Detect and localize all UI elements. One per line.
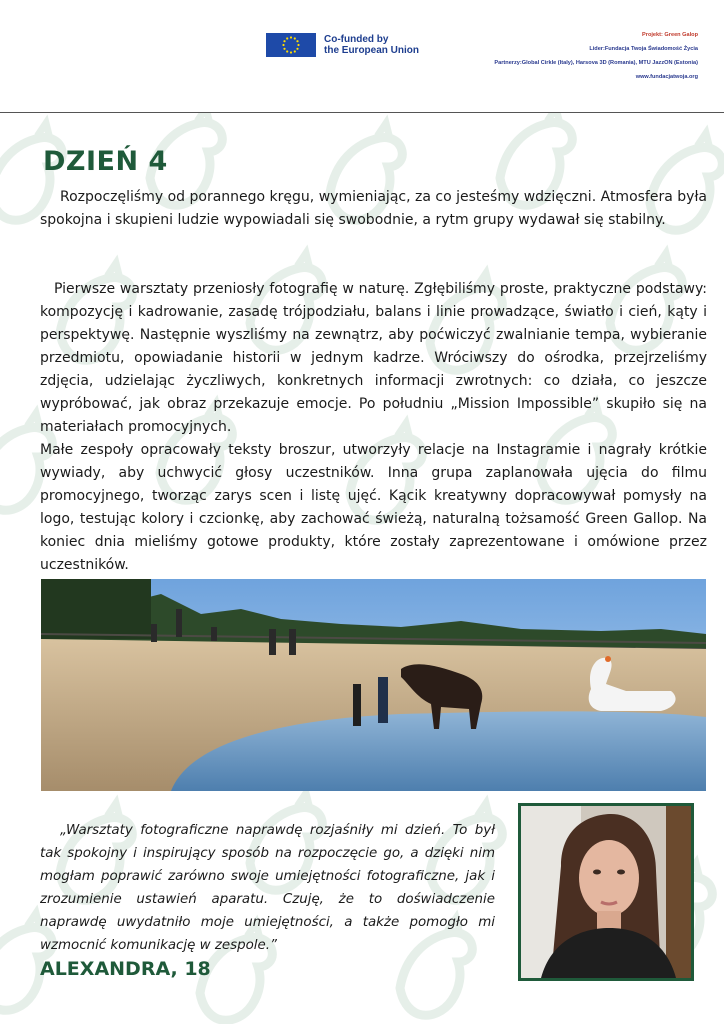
project-website[interactable]: www.fundacjatwoja.org (635, 74, 698, 80)
testimonial-quote: „Warsztaty fotograficzne naprawdę rozjaśniły mi dzień. To był tak spokojny i inspirujący sposób na rozpoczęcie go, a dzięki nim mogłam poprawić zarówno swoje umiejętności fotograficzne, jak i zrozumienie ustawień aparatu. Czuję, że to doświadczenie naprawdę uwydatniło moje umiejętności, a także pomogło mi wzmocnić komunikację w zespole.” (40, 823, 495, 953)
page-header (0, 0, 724, 113)
project-name: Projekt: Green Galop (642, 32, 698, 38)
day-title: DZIEŃ 4 (43, 146, 168, 177)
paragraph-intro: Rozpoczęliśmy od porannego kręgu, wymieniając, za co jesteśmy wdzięczni. Atmosfera była spokojna i skupieni ludzie wypowiadali się swobodnie, a rytm grupy wydawał się stabilny. (40, 189, 707, 228)
testimonial-author: ALEXANDRA, 18 (40, 958, 211, 980)
eu-cofunded-logo (266, 33, 419, 57)
horse-pond-photo (41, 579, 706, 791)
author-portrait (518, 803, 694, 981)
project-partners: Partnerzy:Global Cirkle (Italy), Harsova 3D (Romania), MTU JazzON (Estonia) (494, 60, 698, 66)
paragraph-workshop: Pierwsze warsztaty przeniosły fotografię w naturę. Zgłębiliśmy proste, praktyczne podstawy: kompozycję i kadrowanie, zasadę trójpodziału, balans i linie prowadzące, światło i cień, kąty i perspektywę. Następnie wyszliśmy na zewnątrz, aby poćwiczyć zwalnianie tempa, wybieranie przedmiotu, opowiadanie historii w jednym kadrze. Wróciwszy do ośrodka, przejrzeliśmy zdjęcia, udzielając życzliwych, konkretnych informacji zwrotnych: co działa, co jeszcze wypróbować, jak obraz przekazuje emocje. Po południu „Mission Impossible” skupiło się na materiałach promocyjnych. (40, 281, 707, 435)
paragraph-teams: Małe zespoły opracowały teksty broszur, utworzyły relacje na Instagramie i nagrały krótkie wywiady, aby uchwycić głosy uczestników. Inna grupa zaplanowała ujęcia do filmu promocyjnego, tworząc zarys scen i listę ujęć. Kącik kreatywny dopracowywał pomysły na logo, testując kolory i czcionkę, aby zachować świeżą, naturalną tożsamość Green Gallop. Na koniec dnia mieliśmy gotowe produkty, które zostały zaprezentowane i omówione przez uczestników. (40, 442, 707, 573)
eu-line-2: the European Union (324, 45, 419, 56)
project-leader: Lider:Fundacja Twoja Świadomość Życia (589, 46, 698, 52)
eu-line-1: Co-funded by (324, 34, 389, 45)
eu-flag-icon (266, 33, 316, 57)
eu-cofunded-text (324, 34, 419, 56)
project-info (494, 28, 698, 84)
